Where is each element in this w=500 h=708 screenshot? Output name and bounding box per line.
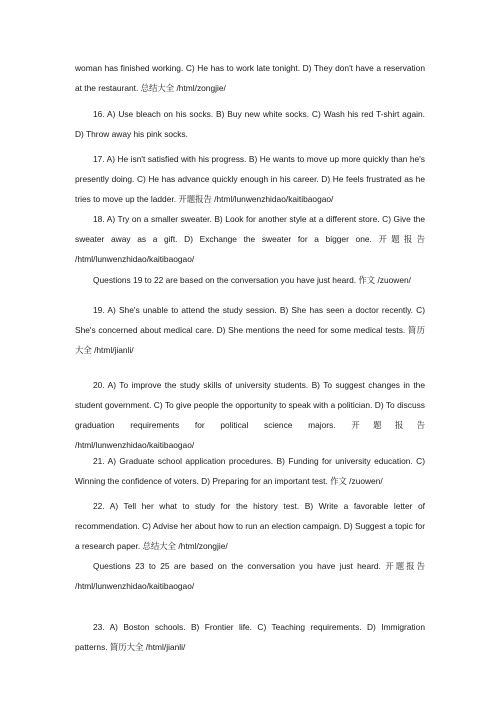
paragraph-q22: 22. A) Tell her what to study for the history test. B) Write a favorable letter of recommendation. C) Advise her about how to run an election campaign. D) Suggest a topic for a research paper. 总结大全 /html/zongjie/ <box>75 501 425 551</box>
paragraph-q19: 19. A) She's unable to attend the study session. B) She has seen a doctor recently. C) She's concerned about medical care. D) She mentions the need for some medical tests. 简历大全 /html/jianli/ <box>75 305 425 355</box>
paragraph-questions-19-22-intro: Questions 19 to 22 are based on the conversation you have just heard. 作文 /zuowen/ <box>93 275 411 285</box>
paragraph-questions-23-25-intro: Questions 23 to 25 are based on the conversation you have just heard. 开题报告 /html/lunwenzhidao/kaitibaogao/ <box>75 561 425 591</box>
paragraph-q20: 20. A) To improve the study skills of university students. B) To suggest changes in the student government. C) To give people the opportunity to speak with a politician. D) To discuss graduation requirements for political science majors. 开题报告 /html/lunwenzhidao/kaitibaogao/ <box>75 380 425 450</box>
paragraph-q23: 23. A) Boston schools. B) Frontier life. C) Teaching requirements. D) Immigration patterns. 简历大全 /html/jianli/ <box>75 622 425 652</box>
paragraph-q18: 18. A) Try on a smaller sweater. B) Look for another style at a different store. C) Give the sweater away as a gift. D) Exchange the sweater for a bigger one. 开题报告 /html/lunwenzhidao/kaitibaogao/ <box>75 214 425 264</box>
paragraph-q16: 16. A) Use bleach on his socks. B) Buy new white socks. C) Wash his red T-shirt again. D) Throw away his pink socks. <box>75 109 425 139</box>
paragraph-q21: 21. A) Graduate school application procedures. B) Funding for university education. C) Winning the confidence of voters. D) Preparing for an important test. 作文 /zuowen/ <box>75 456 425 486</box>
paragraph-q17: 17. A) He isn't satisfied with his progress. B) He wants to move up more quickly than he's presently doing. C) He has advance quickly enough in his career. D) He feels frustrated as he tries to move up the ladder. 开题报告 /html/lunwenzhidao/kaitibaogao/ <box>75 154 425 204</box>
paragraph-q15-continued: woman has finished working. C) He has to work late tonight. D) They don't have a reservation at the restaurant. 总结大全 /html/zongjie/ <box>75 63 425 93</box>
